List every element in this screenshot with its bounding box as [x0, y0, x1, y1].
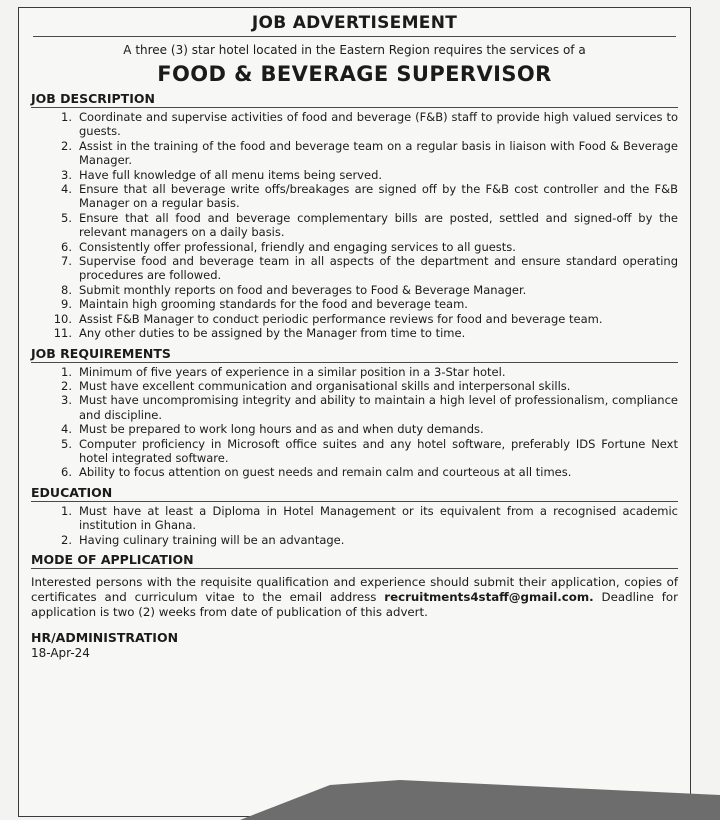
list-item: [31, 393, 678, 422]
list-item: [31, 168, 678, 182]
list-item-number: 6.: [61, 239, 72, 254]
list-item-text: Computer proficiency in Microsoft office suites and any hotel software, preferably IDS Fortune Next hotel integrated software.: [79, 436, 678, 465]
list-item: [31, 465, 678, 479]
list-item-text: Must have excellent communication and organisational skills and interpersonal skills.: [79, 378, 571, 393]
job-requirements-list: [31, 365, 678, 480]
application-text-after: Deadline for application is two (2) weeks from date of publication of this advert.: [31, 589, 678, 619]
list-item-text: Any other duties to be assigned by the Manager from time to time.: [79, 326, 466, 341]
list-item-number: 1.: [61, 503, 72, 518]
intro-text: A three (3) star hotel located in the Eastern Region requires the services of a: [123, 43, 586, 57]
section-title-job-requirements: JOB REQUIREMENTS: [31, 345, 678, 363]
application-text: [31, 575, 678, 620]
list-item-text: Having culinary training will be an advantage.: [79, 532, 345, 547]
section-title-education: EDUCATION: [31, 484, 678, 502]
list-item: [31, 326, 678, 340]
list-item-text: Ensure that all beverage write offs/breakages are signed off by the F&B cost controller and the F&B Manager on a regular basis.: [79, 182, 678, 211]
list-item-text: Assist F&B Manager to conduct periodic performance reviews for food and beverage team.: [79, 311, 603, 326]
list-item: [31, 504, 678, 533]
list-item-number: 11.: [53, 326, 72, 341]
list-item: [31, 254, 678, 283]
job-description-list: [31, 110, 678, 341]
list-item-text: Ensure that all food and beverage complementary bills are posted, settled and signed-off by the relevant managers on a daily basis.: [79, 210, 678, 240]
section-title-job-description: JOB DESCRIPTION: [31, 90, 678, 108]
list-item-number: 2.: [61, 138, 72, 153]
list-item: [31, 182, 678, 211]
list-item-number: 4.: [61, 422, 72, 437]
education-list: [31, 504, 678, 547]
list-item-text: Assist in the training of the food and beverage team on a regular basis in liaison with Food & Beverage Manager.: [79, 138, 678, 168]
list-item: [31, 437, 678, 466]
list-item-number: 4.: [61, 182, 72, 197]
list-item-text: Ability to focus attention on guest needs and remain calm and courteous at all times.: [79, 465, 572, 480]
list-item-number: 1.: [61, 364, 72, 379]
list-item: [31, 110, 678, 139]
application-text-before: Interested persons with the requisite qualification and experience should submit their application, copies of certificates and curriculum vitae to the email address: [31, 574, 678, 604]
list-item-number: 8.: [61, 282, 72, 297]
list-item: [31, 312, 678, 326]
list-item: [31, 211, 678, 240]
list-item-text: Minimum of five years of experience in a similar position in a 3-Star hotel.: [79, 364, 506, 379]
hr-administration: HR/ADMINISTRATION: [31, 629, 179, 645]
application-email[interactable]: recruitments4staff@gmail.com.: [384, 589, 594, 604]
list-item-number: 3.: [61, 167, 72, 182]
section-title-mode-of-application: MODE OF APPLICATION: [31, 551, 678, 569]
list-item: [31, 139, 678, 168]
list-item: [31, 283, 678, 297]
decor-polygon: [240, 780, 720, 820]
list-item-number: 9.: [61, 297, 72, 312]
list-item-text: Submit monthly reports on food and beverages to Food & Beverage Manager.: [79, 282, 527, 297]
list-item-number: 2.: [61, 378, 72, 393]
list-item: [31, 379, 678, 393]
list-item: [31, 533, 678, 547]
list-item-number: 2.: [61, 532, 72, 547]
list-item: [31, 297, 678, 311]
list-item-text: Have full knowledge of all menu items being served.: [79, 167, 383, 182]
list-item-text: Must have at least a Diploma in Hotel Management or its equivalent from a recognised academic institution in Ghana.: [79, 503, 678, 533]
decorative-shape: [240, 770, 720, 820]
list-item-number: 1.: [61, 110, 72, 124]
list-item: [31, 422, 678, 436]
list-item-text: Maintain high grooming standards for the food and beverage team.: [79, 297, 468, 312]
list-item-text: Consistently offer professional, friendly and engaging services to all guests.: [79, 239, 516, 254]
list-item-number: 3.: [61, 393, 72, 408]
ad-headline: JOB ADVERTISEMENT: [251, 13, 458, 33]
list-item-number: 6.: [61, 465, 72, 480]
list-item: [31, 365, 678, 379]
headline-rule: [33, 36, 676, 37]
position-title: FOOD & BEVERAGE SUPERVISOR: [157, 62, 552, 86]
list-item-number: 5.: [61, 436, 72, 451]
list-item-text: Coordinate and supervise activities of food and beverage (F&B) staff to provide high valued services to guests.: [79, 110, 678, 139]
list-item-text: Must have uncompromising integrity and ability to maintain a high level of professionalism, compliance and discipline.: [79, 393, 678, 422]
list-item-number: 10.: [53, 311, 72, 326]
list-item-text: Supervise food and beverage team in all aspects of the department and ensure standard operating procedures are followed.: [79, 254, 678, 283]
job-advertisement: [18, 7, 691, 817]
list-item-text: Must be prepared to work long hours and as and when duty demands.: [79, 422, 484, 437]
list-item-number: 7.: [61, 254, 72, 269]
advert-date: 18-Apr-24: [31, 645, 90, 660]
list-item-number: 5.: [61, 210, 72, 225]
list-item: [31, 240, 678, 254]
